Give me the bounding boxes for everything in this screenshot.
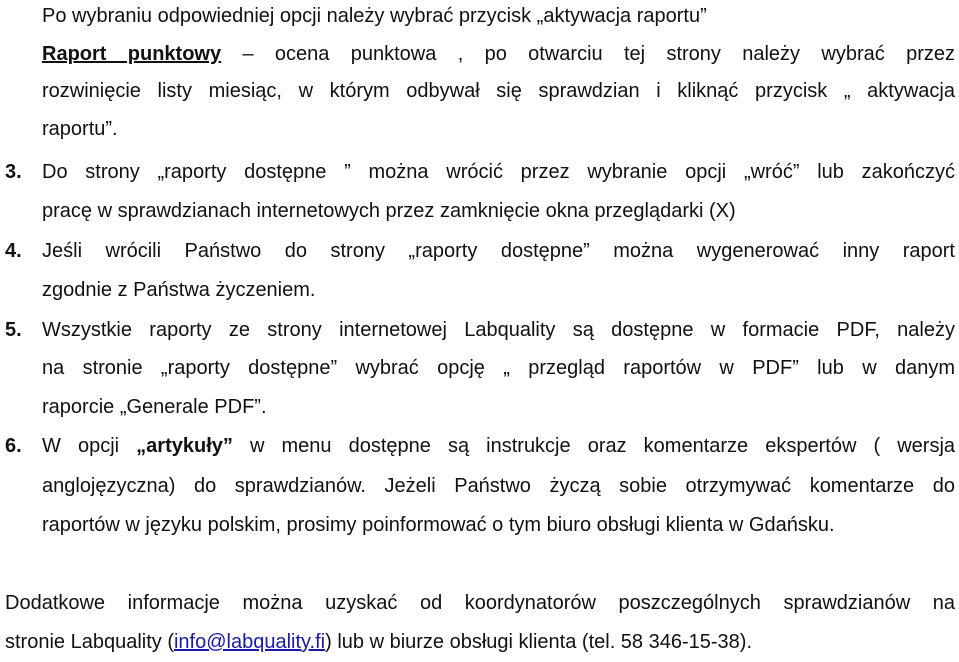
- line-4-text: raportu”.: [42, 118, 118, 140]
- line-3: [42, 79, 955, 103]
- line-2: [42, 42, 955, 66]
- line-12: [42, 434, 955, 458]
- item-number-5: 5.: [5, 319, 22, 341]
- line-4: [42, 117, 118, 141]
- line-16: [5, 630, 752, 654]
- line-9-text: Wszystkie raporty ze strony internetowej Labquality są dostępne w formacie PDF, należy: [42, 319, 955, 341]
- line-14: [42, 513, 835, 537]
- line-12-text-b: w menu dostępne są instrukcje oraz komentarze ekspertów ( wersja: [232, 435, 956, 457]
- item-number-6: 6.: [5, 435, 22, 457]
- item-number-3: 3.: [5, 161, 22, 183]
- line-16-text-a: stronie Labquality (: [5, 631, 174, 653]
- line-13: [42, 474, 955, 498]
- line-1-text: Po wybraniu odpowiedniej opcji należy wybrać przycisk „aktywacja raportu”: [42, 5, 707, 27]
- line-13-text: anglojęzyczna) do sprawdzianów. Jeżeli Państwo życzą sobie otrzymywać komentarze do: [42, 475, 955, 497]
- line-15: [5, 591, 955, 615]
- line-15-text: Dodatkowe informacje można uzyskać od koordynatorów poszczególnych sprawdzianów na: [5, 592, 955, 614]
- line-6-text: pracę w sprawdzianach internetowych przez zamknięcie okna przeglądarki (X): [42, 200, 736, 222]
- line-3-text: rozwinięcie listy miesiąc, w którym odbywał się sprawdzian i kliknąć przycisk „ aktywacja: [42, 80, 955, 102]
- line-6: [42, 199, 736, 223]
- line-11-text: raporcie „Generale PDF”.: [42, 396, 267, 418]
- line-7: [42, 239, 955, 263]
- line-10: [42, 356, 955, 380]
- line-5-text: Do strony „raporty dostępne ” można wrócić przez wybranie opcji „wróć” lub zakończyć: [42, 161, 955, 183]
- artykuly-label: „artykuły”: [136, 435, 233, 457]
- line-16-text-b: ) lub w biurze obsługi klienta (tel. 58 346-15-38).: [325, 631, 753, 653]
- line-7-text: Jeśli wrócili Państwo do strony „raporty dostępne” można wygenerować inny raport: [42, 240, 955, 262]
- line-9: [42, 318, 955, 342]
- line-5: [42, 160, 955, 184]
- line-14-text: raportów w języku polskim, prosimy poinformować o tym biuro obsługi klienta w Gdańsku.: [42, 514, 835, 536]
- line-8: [42, 278, 315, 302]
- line-2-text: – ocena punktowa , po otwarciu tej strony należy wybrać przez: [221, 43, 955, 65]
- line-8-text: zgodnie z Państwa życzeniem.: [42, 279, 316, 301]
- line-10-text: na stronie „raporty dostępne” wybrać opcję „ przegląd raportów w PDF” lub w danym: [42, 357, 955, 379]
- item-number-4: 4.: [5, 240, 22, 262]
- line-1: [42, 4, 707, 28]
- email-link[interactable]: info@labquality.fi: [173, 631, 326, 653]
- line-11: [42, 395, 267, 419]
- line-12-text-a: W opcji: [42, 435, 137, 457]
- raport-punktowy-heading: Raport punktowy: [42, 43, 222, 65]
